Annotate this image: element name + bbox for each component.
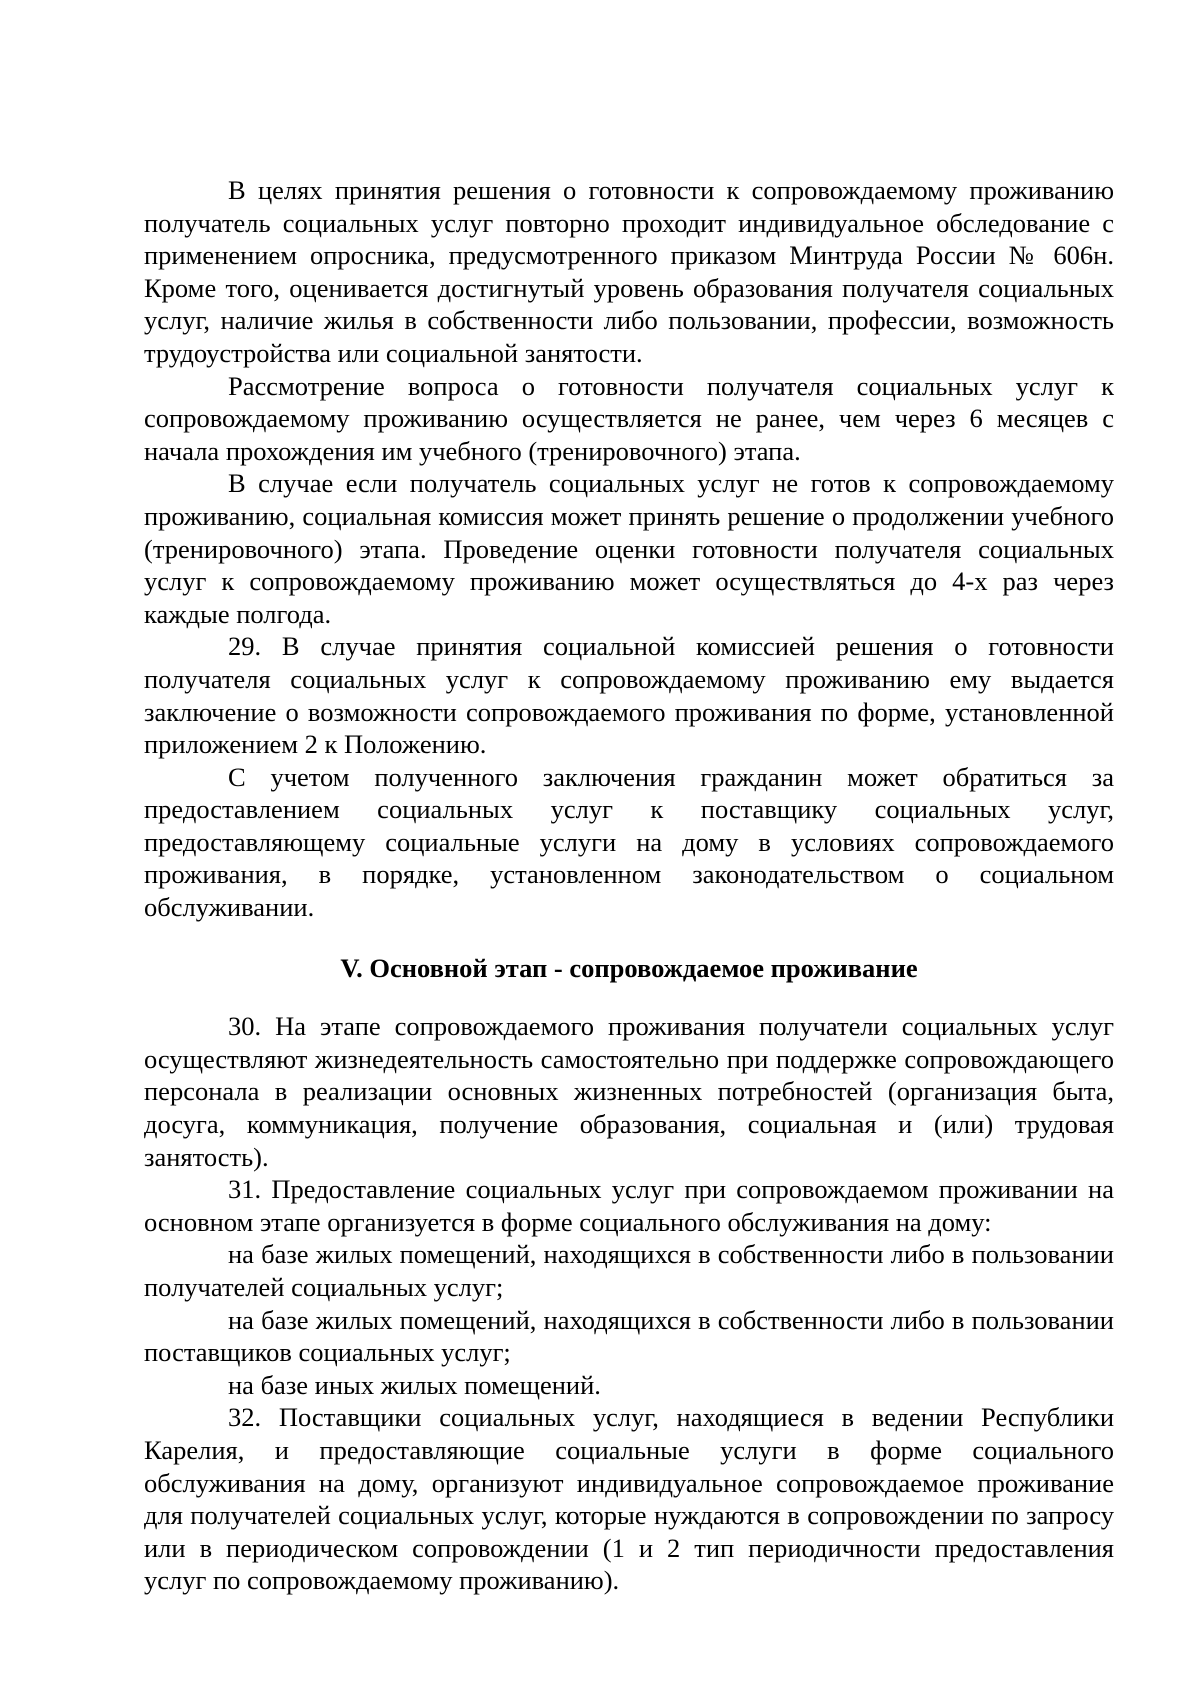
section-heading: V. Основной этап - сопровождаемое проживание: [340, 952, 918, 983]
paragraph-conclusion-application: С учетом полученного заключения гражданин может обратиться за предоставлением социальных услуг к поставщику социальных услуг, предоставляющему социальные услуги на дому в условиях сопровождаемого проживания, в порядке, установленном законодательством о социальном обслуживании.: [144, 761, 1114, 923]
paragraph-review-timing: Рассмотрение вопроса о готовности получателя социальных услуг к сопровождаемому проживанию осуществляется не ранее, чем через 6 месяцев с начала прохождения им учебного (тренировочного) этапа.: [144, 370, 1114, 466]
list-item-other-housing: на базе иных жилых помещений.: [228, 1369, 601, 1400]
paragraph-item-32: 32. Поставщики социальных услуг, находящиеся в ведении Республики Карелия, и предоставляющие социальные услуги в форме социального обслуживания на дому, организуют индивидуальное сопровождаемое проживание для получателей социальных услуг, которые нуждаются в сопровождении по запросу или в периодическом сопровождении (1 и 2 тип периодичности предоставления услуг по сопровождаемому проживанию).: [144, 1402, 1114, 1596]
paragraph-not-ready: В случае если получатель социальных услуг не готов к сопровождаемому проживанию, социальная комиссия может принять решение о продолжении учебного (тренировочного) этапа. Проведение оценки готовности получателя социальных услуг к сопровождаемому проживанию может осуществляться до 4-х раз через каждые полгода.: [144, 468, 1114, 629]
paragraph-item-31: 31. Предоставление социальных услуг при сопровождаемом проживании на основном этапе организуется в форме социального обслуживания на дому:: [144, 1174, 1114, 1237]
paragraph-readiness-survey: В целях принятия решения о готовности к сопровождаемому проживанию получатель социальных услуг повторно проходит индивидуальное обследование с применением опросника, предусмотренного приказом Минтруда России № 606н. Кроме того, оценивается достигнутый уровень образования получателя социальных услуг, наличие жилья в собственности либо пользовании, профессии, возможность трудоустройства или социальной занятости.: [144, 175, 1114, 368]
document-body: [144, 174, 1114, 1597]
list-item-provider-housing: на базе жилых помещений, находящихся в собственности либо в пользовании поставщиков социальных услуг;: [144, 1304, 1114, 1368]
list-item-recipient-housing: на базе жилых помещений, находящихся в собственности либо в пользовании получателей социальных услуг;: [144, 1239, 1114, 1302]
paragraph-item-29: 29. В случае принятия социальной комиссией решения о готовности получателя социальных услуг к сопровождаемому проживанию ему выдается заключение о возможности сопровождаемого проживания по форме, установленной приложением 2 к Положению.: [144, 631, 1114, 760]
paragraph-item-30: 30. На этапе сопровождаемого проживания получатели социальных услуг осуществляют жизнедеятельность самостоятельно при поддержке сопровождающего персонала в реализации основных жизненных потребностей (организация быта, досуга, коммуникация, получение образования, социальная и (или) трудовая занятость).: [144, 1011, 1114, 1172]
